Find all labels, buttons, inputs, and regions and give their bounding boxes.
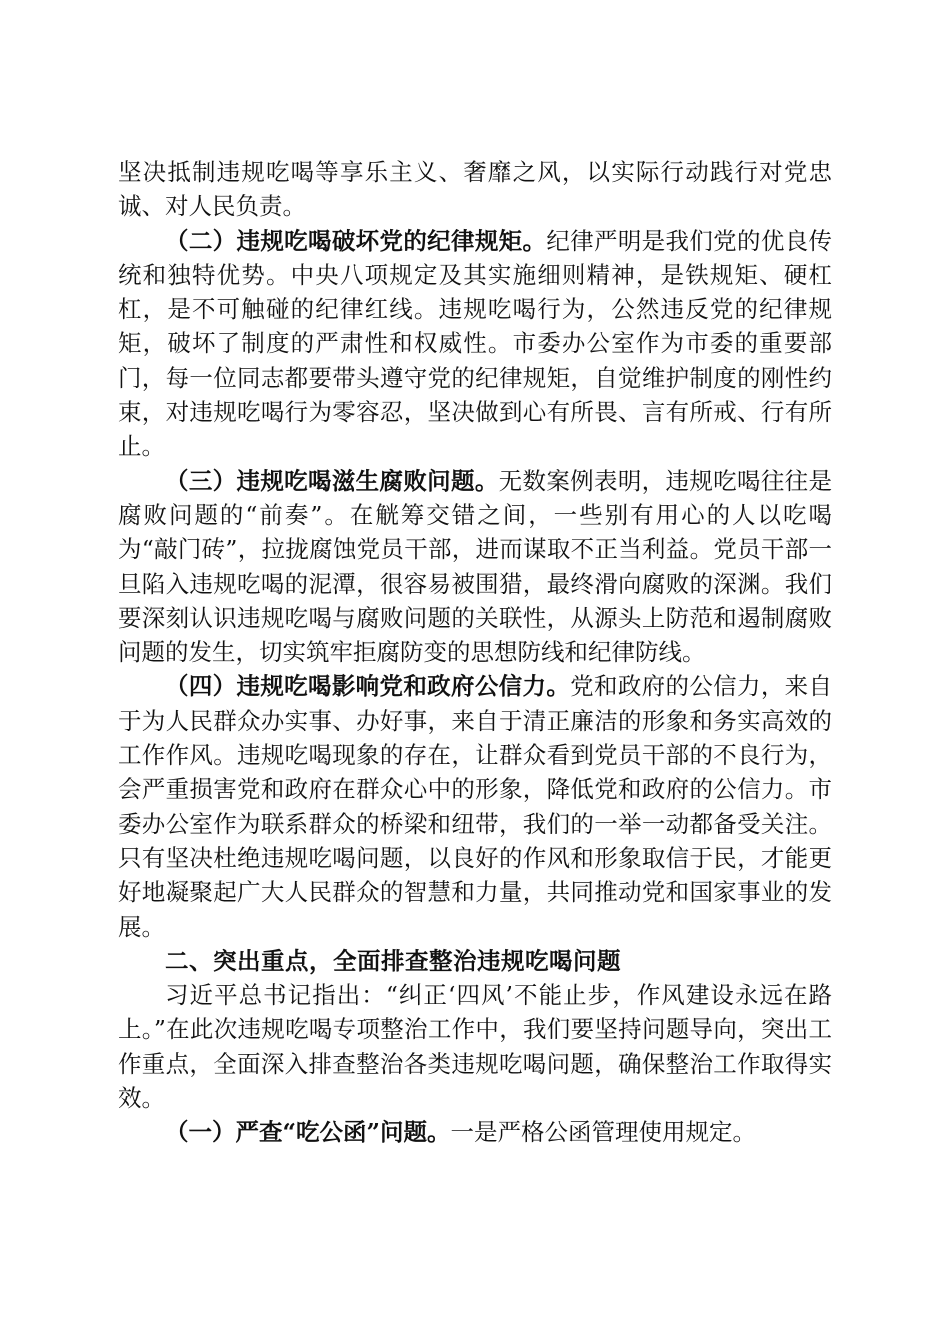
subheading-discipline: （二）违规吃喝破坏党的纪律规矩。 [165,226,547,255]
paragraph-quote: 习近平总书记指出：“纠正‘四风’不能止步，作风建设永远在路上。”在此次违规吃喝专项整治工作中，我们要坚持问题导向，突出工作重点，全面深入排查整治各类违规吃喝问题，确保整治工作取得实效。 [118,981,832,1113]
paragraph-discipline [118,224,832,464]
paragraph-discipline-body: 纪律严明是我们党的优良传统和独特优势。中央八项规定及其实施细则精神，是铁规矩、硬杠杠，是不可触碰的纪律红线。违规吃喝行为，公然违反党的纪律规矩，破坏了制度的严肃性和权威性。市委办公室作为市委的重要部门，每一位同志都要带头遵守党的纪律规矩，自觉维护制度的刚性约束，对违规吃喝行为零容忍，坚决做到心有所畏、言有所戒、行有所止。 [118,226,833,461]
paragraph-credibility [118,669,832,943]
paragraph-corruption [118,464,832,670]
document-page [118,155,832,1150]
paragraph-official-letter-body: 一是严格公函管理使用规定。 [450,1118,757,1147]
paragraph-official-letter [118,1115,832,1149]
subheading-corruption: （三）违规吃喝滋生腐败问题。 [165,466,499,495]
subheading-credibility: （四）违规吃喝影响党和政府公信力。 [165,672,571,701]
paragraph-credibility-body: 党和政府的公信力，来自于为人民群众办实事、办好事，来自于清正廉洁的形象和务实高效的工作作风。违规吃喝现象的存在，让群众看到党员干部的不良行为，会严重损害党和政府在群众心中的形象，降低党和政府的公信力。市委办公室作为联系群众的桥梁和纽带，我们的一举一动都备受关注。只有坚决杜绝违规吃喝问题，以良好的作风和形象取信于民，才能更好地凝聚起广大人民群众的智慧和力量，共同推动党和国家事业的发展。 [118,672,833,941]
section-heading: 二、突出重点，全面排查整治违规吃喝问题 [165,946,621,975]
subheading-official-letter: （一）严查“吃公函”问题。 [165,1118,451,1147]
paragraph-intro: 坚决抵制违规吃喝等享乐主义、奢靡之风，以实际行动践行对党忠诚、对人民负责。 [118,158,832,221]
paragraph-corruption-body: 无数案例表明，违规吃喝往往是腐败问题的“前奏”。在觥筹交错之间，一些别有用心的人以吃喝为“敲门砖”，拉拢腐蚀党员干部，进而谋取不正当利益。党员干部一旦陷入违规吃喝的泥潭，很容易被围猎，最终滑向腐败的深渊。我们要深刻认识违规吃喝与腐败问题的关联性，从源头上防范和遏制腐败问题的发生，切实筑牢拒腐防变的思想防线和纪律防线。 [118,466,833,667]
